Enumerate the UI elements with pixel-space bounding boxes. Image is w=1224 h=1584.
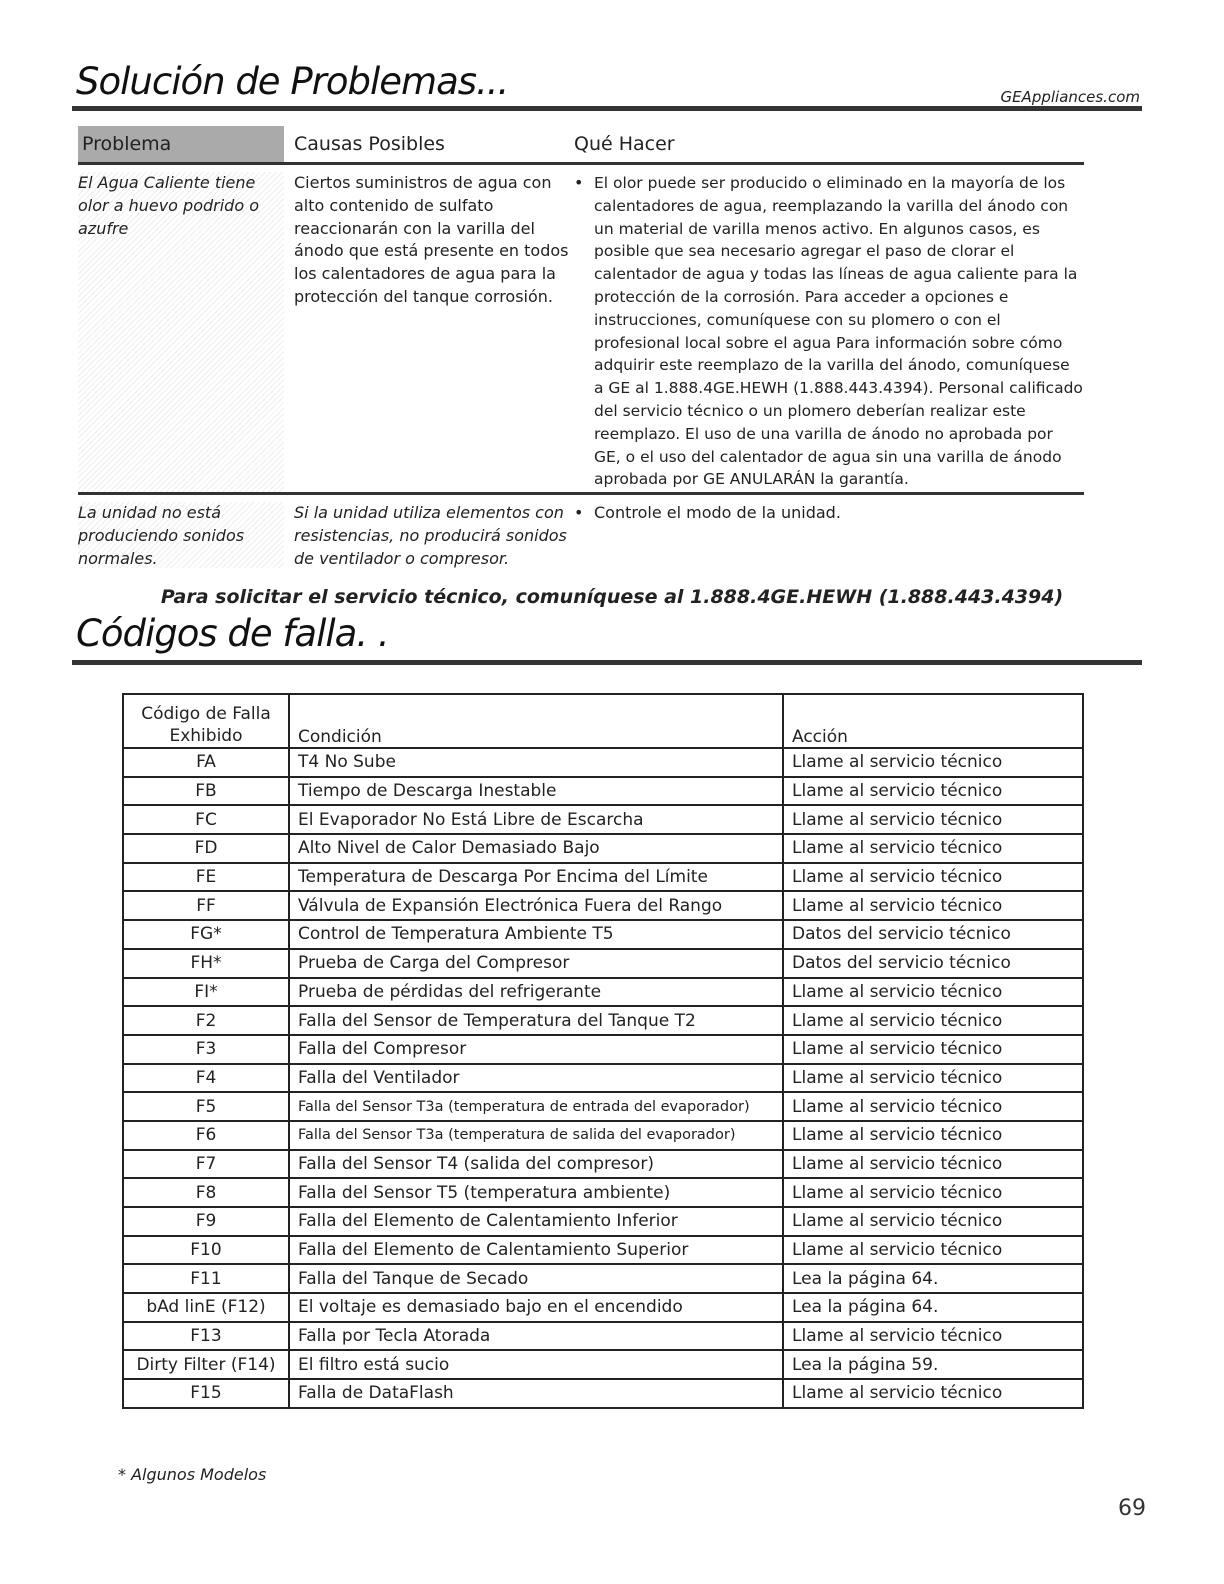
fault-condition: Falla del Tanque de Secado [289, 1264, 783, 1293]
header-causes: Causas Posibles [294, 133, 445, 155]
header-action: Acción [783, 694, 1083, 748]
fault-code-row [123, 949, 1083, 978]
fault-condition: Temperatura de Descarga Por Encima del Límite [289, 863, 783, 892]
fault-code: FC [123, 805, 289, 834]
fault-code-row [123, 1150, 1083, 1179]
title-divider [72, 106, 1142, 111]
fault-action: Llame al servicio técnico [783, 1322, 1083, 1351]
fault-code-row [123, 1264, 1083, 1293]
fault-action: Llame al servicio técnico [783, 863, 1083, 892]
fault-condition: Falla del Elemento de Calentamiento Superior [289, 1236, 783, 1265]
fault-code: F15 [123, 1379, 289, 1408]
cause-text: Ciertos suministros de agua con alto contenido de sulfato reaccionarán con la varilla del ánodo que está presente en todos los calentadores de agua para la protección del tanque corrosión. [294, 173, 569, 306]
fault-codes-table [122, 693, 1084, 1409]
header-code: Código de Falla Exhibido [123, 694, 289, 748]
fault-code: F8 [123, 1178, 289, 1207]
fault-action: Llame al servicio técnico [783, 1207, 1083, 1236]
cause-text: Si la unidad utiliza elementos con resistencias, no producirá sonidos de ventilador o compresor. [294, 503, 567, 568]
fault-condition: Falla del Sensor T3a (temperatura de salida del evaporador) [289, 1121, 783, 1150]
header-condition: Condición [289, 694, 783, 748]
fault-action: Datos del servicio técnico [783, 920, 1083, 949]
fault-code: FH* [123, 949, 289, 978]
fault-code: F3 [123, 1035, 289, 1064]
fault-condition: Válvula de Expansión Electrónica Fuera del Rango [289, 891, 783, 920]
fault-condition: El Evaporador No Está Libre de Escarcha [289, 805, 783, 834]
fault-condition: El voltaje es demasiado bajo en el encendido [289, 1293, 783, 1322]
fault-action: Llame al servicio técnico [783, 891, 1083, 920]
fault-condition: Falla del Ventilador [289, 1064, 783, 1093]
fault-code: FB [123, 777, 289, 806]
fault-condition: Falla del Sensor T3a (temperatura de entrada del evaporador) [289, 1092, 783, 1121]
fault-code: FA [123, 748, 289, 777]
service-phone-line: Para solicitar el servicio técnico, comuníquese al 1.888.4GE.HEWH (1.888.443.4394) [160, 586, 1064, 608]
fault-code: F11 [123, 1264, 289, 1293]
fault-condition: Prueba de Carga del Compresor [289, 949, 783, 978]
fault-code-row [123, 1178, 1083, 1207]
fault-action: Llame al servicio técnico [783, 1150, 1083, 1179]
fault-code-row [123, 891, 1083, 920]
fault-action: Llame al servicio técnico [783, 978, 1083, 1007]
fault-code: FF [123, 891, 289, 920]
fault-action: Llame al servicio técnico [783, 805, 1083, 834]
troubleshooting-row [78, 165, 1084, 495]
troubleshooting-header [78, 126, 1084, 165]
fault-code-row [123, 1322, 1083, 1351]
header-what-to-do: Qué Hacer [574, 133, 675, 155]
fault-action: Llame al servicio técnico [783, 834, 1083, 863]
problem-text: El Agua Caliente tiene olor a huevo podrido o azufre [78, 172, 284, 492]
codes-divider [72, 660, 1142, 665]
fault-code: F2 [123, 1006, 289, 1035]
page-number: 69 [1118, 1496, 1146, 1521]
fault-code-row [123, 920, 1083, 949]
fault-code-row [123, 863, 1083, 892]
fault-code-row [123, 1064, 1083, 1093]
fault-condition: Falla del Sensor de Temperatura del Tanque T2 [289, 1006, 783, 1035]
fault-code: Dirty Filter (F14) [123, 1350, 289, 1379]
fault-condition: Falla del Sensor T4 (salida del compresor) [289, 1150, 783, 1179]
fault-action: Llame al servicio técnico [783, 1178, 1083, 1207]
fault-code-row [123, 1236, 1083, 1265]
fault-condition: T4 No Sube [289, 748, 783, 777]
fault-code: F7 [123, 1150, 289, 1179]
fault-code: F5 [123, 1092, 289, 1121]
fault-code: F4 [123, 1064, 289, 1093]
fault-code: F10 [123, 1236, 289, 1265]
fault-code-row [123, 805, 1083, 834]
fault-code-row [123, 777, 1083, 806]
fault-condition: Tiempo de Descarga Inestable [289, 777, 783, 806]
fault-condition: Prueba de pérdidas del refrigerante [289, 978, 783, 1007]
fault-code-row [123, 748, 1083, 777]
fault-action: Llame al servicio técnico [783, 1379, 1083, 1408]
fault-code: FI* [123, 978, 289, 1007]
fault-code-row [123, 1379, 1083, 1408]
action-text: El olor puede ser producido o eliminado en la mayoría de los calentadores de agua, reemplazando la varilla del ánodo con un material de varilla menos activo. En algunos casos, es posible que sea necesario agregar el paso de clorar el calentador de agua y todas las líneas de agua caliente para la protección de la corrosión. Para acceder a opciones e instrucciones, comuníquese con su plomero o con el profesional local sobre el agua Para información sobre cómo adquirir este reemplazo de la varilla del ánodo, comuníquese a GE al 1.888.4GE.HEWH (1.888.443.4394). Personal calificado del servicio técnico o un plomero deberían realizar este reemplazo. El uso de una varilla de ánodo no aprobada por GE, o el uso del calentador de agua sin una varilla de ánodo aprobada por GE ANULARÁN la garantía. [594, 174, 1083, 489]
action-text: Controle el modo de la unidad. [594, 503, 841, 522]
fault-condition: Falla del Sensor T5 (temperatura ambiente) [289, 1178, 783, 1207]
fault-code-row [123, 1350, 1083, 1379]
fault-code-row [123, 1293, 1083, 1322]
problem-text: La unidad no está produciendo sonidos normales. [78, 502, 284, 568]
fault-action: Llame al servicio técnico [783, 748, 1083, 777]
fault-action: Llame al servicio técnico [783, 1121, 1083, 1150]
fault-condition: Alto Nivel de Calor Demasiado Bajo [289, 834, 783, 863]
footnote: * Algunos Modelos [118, 1465, 267, 1484]
troubleshooting-row [78, 495, 1084, 568]
fault-action: Lea la página 64. [783, 1293, 1083, 1322]
fault-codes-header [123, 694, 1083, 748]
fault-code: F13 [123, 1322, 289, 1351]
fault-code: FG* [123, 920, 289, 949]
fault-code-row [123, 1121, 1083, 1150]
fault-action: Llame al servicio técnico [783, 777, 1083, 806]
fault-code: FE [123, 863, 289, 892]
fault-code-row [123, 978, 1083, 1007]
fault-condition: Falla de DataFlash [289, 1379, 783, 1408]
header-problem: Problema [78, 126, 284, 162]
fault-action: Llame al servicio técnico [783, 1236, 1083, 1265]
action-item: • El olor puede ser producido o eliminado en la mayoría de los calentadores de agua, reemplazando la varilla del ánodo con un material de varilla menos activo. En algunos casos, es posible que sea necesario agregar el paso de clorar el calentador de agua y todas las líneas de agua caliente para la protección de la corrosión. Para acceder a opciones e instrucciones, comuníquese con su plomero o con el profesional local sobre el agua Para información sobre cómo adquirir este reemplazo de la varilla del ánodo, comuníquese a GE al 1.888.4GE.HEWH (1.888.443.4394). Personal calificado del servicio técnico o un plomero deberían realizar este reemplazo. El uso de una varilla de ánodo no aprobada por GE, o el uso del calentador de agua sin una varilla de ánodo aprobada por GE ANULARÁN la garantía. [574, 172, 1084, 492]
fault-code-row [123, 834, 1083, 863]
fault-condition: Falla del Compresor [289, 1035, 783, 1064]
fault-code-row [123, 1035, 1083, 1064]
fault-code-row [123, 1207, 1083, 1236]
fault-code: F6 [123, 1121, 289, 1150]
fault-action: Llame al servicio técnico [783, 1092, 1083, 1121]
fault-code: F9 [123, 1207, 289, 1236]
fault-condition: El filtro está sucio [289, 1350, 783, 1379]
fault-action: Lea la página 64. [783, 1264, 1083, 1293]
page-title: Solución de Problemas... [76, 60, 509, 103]
fault-code: FD [123, 834, 289, 863]
fault-condition: Falla por Tecla Atorada [289, 1322, 783, 1351]
troubleshooting-table [78, 126, 1084, 568]
fault-condition: Control de Temperatura Ambiente T5 [289, 920, 783, 949]
fault-action: Datos del servicio técnico [783, 949, 1083, 978]
fault-action: Llame al servicio técnico [783, 1035, 1083, 1064]
fault-code: bAd linE (F12) [123, 1293, 289, 1322]
fault-action: Lea la página 59. [783, 1350, 1083, 1379]
site-url: GEAppliances.com [1000, 88, 1140, 106]
codes-title: Códigos de falla. . [76, 612, 389, 655]
fault-action: Llame al servicio técnico [783, 1064, 1083, 1093]
fault-condition: Falla del Elemento de Calentamiento Inferior [289, 1207, 783, 1236]
fault-code-row [123, 1006, 1083, 1035]
fault-code-row [123, 1092, 1083, 1121]
fault-action: Llame al servicio técnico [783, 1006, 1083, 1035]
action-item: • Controle el modo de la unidad. [574, 502, 1084, 568]
